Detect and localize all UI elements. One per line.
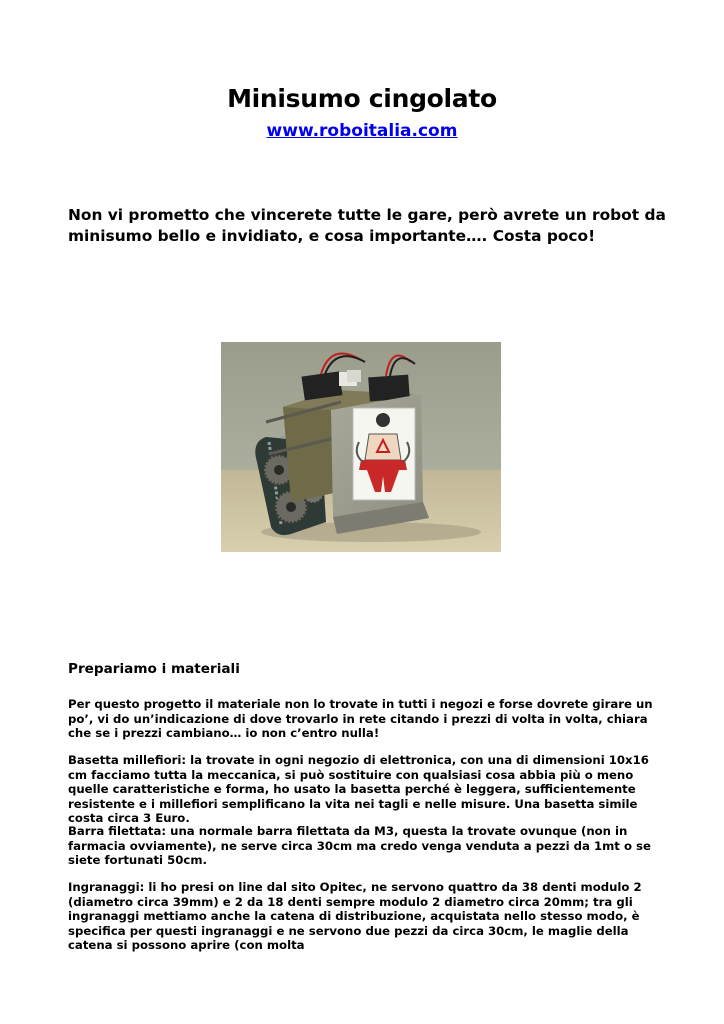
section-title: Prepariamo i materiali [68, 661, 240, 677]
intro-paragraph: Non vi prometto che vincerete tutte le gare, però avrete un robot da minisumo bello e invidiato, e cosa importante…. Costa poco! [68, 206, 666, 245]
website-link[interactable]: www.roboitalia.com [266, 121, 458, 141]
paragraph-barra: Barra filettata: una normale barra filettata da M3, questa la trovate ovunque (non in farmacia ovviamente), ne serve circa 30cm ma credo venga venduta a pezzi da 1mt o se siete fortunati 50cm. [68, 824, 651, 868]
paragraph-basetta: Basetta millefiori: la trovate in ogni negozio di elettronica, con una di dimensioni 10x16 cm facciamo tutta la meccanica, si può sostituire con qualsiasi cosa abbia più o meno quelle caratteristiche e forma, ho usato la basetta perché è leggera, sufficientemente resistente e i millefiori semplificano la vita nei tagli e nelle misure. Una basetta simile costa circa 3 Euro. [68, 753, 649, 826]
document-title: Minisumo cingolato [227, 84, 497, 113]
paragraph-materials-intro: Per questo progetto il materiale non lo trovate in tutti i negozi e forse dovrete girare un po’, vi do un’indicazione di dove trovarlo in rete citando i prezzi di volta in volta, chiara che se i prezzi cambiano… io non c’entro nulla! [68, 697, 653, 741]
paragraph-ingranaggi: Ingranaggi: li ho presi on line dal sito Opitec, ne servono quattro da 38 denti modulo 2 (diametro circa 39mm) e 2 da 18 denti sempre modulo 2 diametro circa 20mm; tra gli ingranaggi mettiamo anche la catena di distribuzione, acquistata nello stesso modo, è specifica per questi ingranaggi e ne servono due pezzi da circa 30cm, le maglie della catena si possono aprire (con molta [68, 880, 642, 953]
robot-photo [221, 342, 501, 552]
